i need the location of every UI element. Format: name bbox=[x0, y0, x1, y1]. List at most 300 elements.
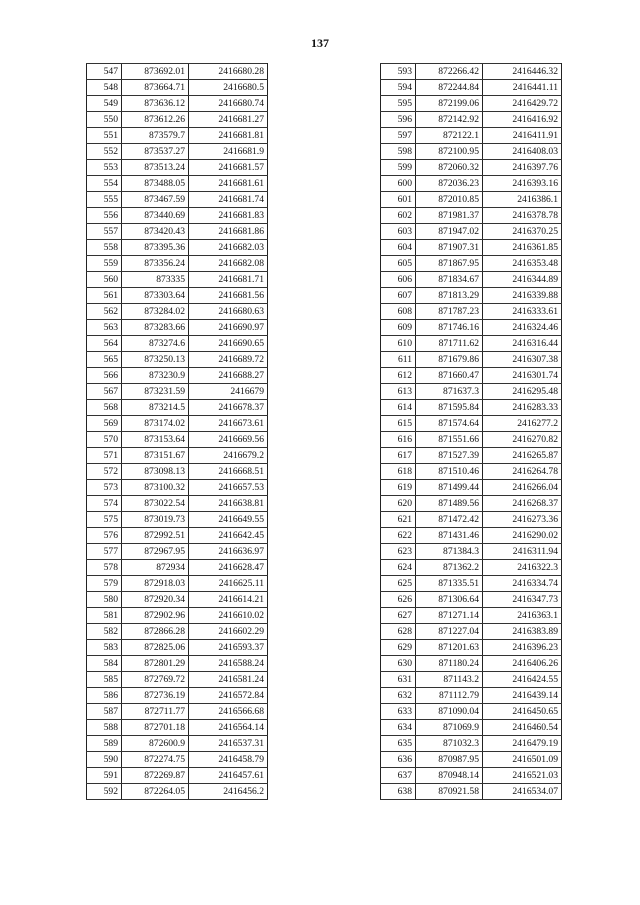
y-coordinate-cell: 2416681.61 bbox=[189, 176, 268, 192]
table-row bbox=[87, 272, 268, 288]
point-number-cell: 565 bbox=[87, 352, 122, 368]
table-row bbox=[381, 512, 562, 528]
x-coordinate-cell: 871472.42 bbox=[416, 512, 483, 528]
table-row bbox=[381, 288, 562, 304]
table-row bbox=[381, 416, 562, 432]
y-coordinate-cell: 2416378.78 bbox=[483, 208, 562, 224]
table-row bbox=[87, 256, 268, 272]
point-number-cell: 633 bbox=[381, 704, 416, 720]
x-coordinate-cell: 873098.13 bbox=[122, 464, 189, 480]
point-number-cell: 587 bbox=[87, 704, 122, 720]
y-coordinate-cell: 2416424.55 bbox=[483, 672, 562, 688]
point-number-cell: 556 bbox=[87, 208, 122, 224]
table-row bbox=[381, 784, 562, 800]
x-coordinate-cell: 873488.05 bbox=[122, 176, 189, 192]
table-row bbox=[381, 272, 562, 288]
point-number-cell: 612 bbox=[381, 368, 416, 384]
point-number-cell: 548 bbox=[87, 80, 122, 96]
x-coordinate-cell: 871711.62 bbox=[416, 336, 483, 352]
y-coordinate-cell: 2416681.71 bbox=[189, 272, 268, 288]
x-coordinate-cell: 873513.24 bbox=[122, 160, 189, 176]
point-number-cell: 631 bbox=[381, 672, 416, 688]
x-coordinate-cell: 871907.31 bbox=[416, 240, 483, 256]
table-row bbox=[87, 384, 268, 400]
point-number-cell: 584 bbox=[87, 656, 122, 672]
y-coordinate-cell: 2416408.03 bbox=[483, 144, 562, 160]
y-coordinate-cell: 2416268.37 bbox=[483, 496, 562, 512]
x-coordinate-cell: 871431.46 bbox=[416, 528, 483, 544]
table-row bbox=[381, 320, 562, 336]
point-number-cell: 579 bbox=[87, 576, 122, 592]
point-number-cell: 570 bbox=[87, 432, 122, 448]
table-row bbox=[87, 656, 268, 672]
y-coordinate-cell: 2416681.57 bbox=[189, 160, 268, 176]
x-coordinate-cell: 873100.32 bbox=[122, 480, 189, 496]
table-row bbox=[381, 304, 562, 320]
table-row bbox=[87, 96, 268, 112]
x-coordinate-cell: 873250.13 bbox=[122, 352, 189, 368]
x-coordinate-cell: 871499.44 bbox=[416, 480, 483, 496]
point-number-cell: 629 bbox=[381, 640, 416, 656]
x-coordinate-cell: 870921.58 bbox=[416, 784, 483, 800]
y-coordinate-cell: 2416572.84 bbox=[189, 688, 268, 704]
point-number-cell: 585 bbox=[87, 672, 122, 688]
x-coordinate-cell: 871032.3 bbox=[416, 736, 483, 752]
x-coordinate-cell: 873019.73 bbox=[122, 512, 189, 528]
table-row bbox=[87, 480, 268, 496]
y-coordinate-cell: 2416636.97 bbox=[189, 544, 268, 560]
point-number-cell: 624 bbox=[381, 560, 416, 576]
table-row bbox=[381, 688, 562, 704]
point-number-cell: 613 bbox=[381, 384, 416, 400]
y-coordinate-cell: 2416307.38 bbox=[483, 352, 562, 368]
table-row bbox=[381, 560, 562, 576]
x-coordinate-cell: 873537.27 bbox=[122, 144, 189, 160]
table-row bbox=[87, 640, 268, 656]
point-number-cell: 568 bbox=[87, 400, 122, 416]
table-row bbox=[87, 720, 268, 736]
point-number-cell: 627 bbox=[381, 608, 416, 624]
point-number-cell: 567 bbox=[87, 384, 122, 400]
point-number-cell: 559 bbox=[87, 256, 122, 272]
x-coordinate-cell: 871069.9 bbox=[416, 720, 483, 736]
table-row bbox=[381, 720, 562, 736]
y-coordinate-cell: 2416521.03 bbox=[483, 768, 562, 784]
x-coordinate-cell: 870948.14 bbox=[416, 768, 483, 784]
point-number-cell: 611 bbox=[381, 352, 416, 368]
x-coordinate-cell: 871574.64 bbox=[416, 416, 483, 432]
y-coordinate-cell: 2416479.19 bbox=[483, 736, 562, 752]
x-coordinate-cell: 871271.14 bbox=[416, 608, 483, 624]
x-coordinate-cell: 873153.64 bbox=[122, 432, 189, 448]
x-coordinate-cell: 871362.2 bbox=[416, 560, 483, 576]
y-coordinate-cell: 2416682.08 bbox=[189, 256, 268, 272]
y-coordinate-cell: 2416690.65 bbox=[189, 336, 268, 352]
y-coordinate-cell: 2416301.74 bbox=[483, 368, 562, 384]
table-row bbox=[381, 176, 562, 192]
x-coordinate-cell: 871981.37 bbox=[416, 208, 483, 224]
table-row bbox=[87, 736, 268, 752]
y-coordinate-cell: 2416681.83 bbox=[189, 208, 268, 224]
y-coordinate-cell: 2416322.3 bbox=[483, 560, 562, 576]
point-number-cell: 583 bbox=[87, 640, 122, 656]
point-number-cell: 605 bbox=[381, 256, 416, 272]
x-coordinate-cell: 871867.95 bbox=[416, 256, 483, 272]
y-coordinate-cell: 2416411.91 bbox=[483, 128, 562, 144]
table-row bbox=[381, 752, 562, 768]
table-row bbox=[87, 144, 268, 160]
x-coordinate-cell: 871112.79 bbox=[416, 688, 483, 704]
point-number-cell: 549 bbox=[87, 96, 122, 112]
table-row bbox=[87, 368, 268, 384]
y-coordinate-cell: 2416439.14 bbox=[483, 688, 562, 704]
point-number-cell: 617 bbox=[381, 448, 416, 464]
point-number-cell: 608 bbox=[381, 304, 416, 320]
y-coordinate-cell: 2416681.9 bbox=[189, 144, 268, 160]
y-coordinate-cell: 2416681.74 bbox=[189, 192, 268, 208]
y-coordinate-cell: 2416339.88 bbox=[483, 288, 562, 304]
x-coordinate-cell: 873231.59 bbox=[122, 384, 189, 400]
point-number-cell: 616 bbox=[381, 432, 416, 448]
table-row bbox=[381, 384, 562, 400]
point-number-cell: 638 bbox=[381, 784, 416, 800]
y-coordinate-cell: 2416638.81 bbox=[189, 496, 268, 512]
point-number-cell: 586 bbox=[87, 688, 122, 704]
table-row bbox=[87, 336, 268, 352]
point-number-cell: 571 bbox=[87, 448, 122, 464]
table-row bbox=[87, 352, 268, 368]
y-coordinate-cell: 2416689.72 bbox=[189, 352, 268, 368]
table-row bbox=[87, 768, 268, 784]
table-row bbox=[381, 704, 562, 720]
coordinate-table-right bbox=[380, 63, 562, 800]
table-row bbox=[381, 448, 562, 464]
x-coordinate-cell: 873284.02 bbox=[122, 304, 189, 320]
point-number-cell: 575 bbox=[87, 512, 122, 528]
point-number-cell: 602 bbox=[381, 208, 416, 224]
x-coordinate-cell: 871834.67 bbox=[416, 272, 483, 288]
point-number-cell: 630 bbox=[381, 656, 416, 672]
table-row bbox=[381, 624, 562, 640]
x-coordinate-cell: 873174.02 bbox=[122, 416, 189, 432]
point-number-cell: 566 bbox=[87, 368, 122, 384]
point-number-cell: 588 bbox=[87, 720, 122, 736]
table-row bbox=[381, 352, 562, 368]
y-coordinate-cell: 2416283.33 bbox=[483, 400, 562, 416]
table-row bbox=[381, 432, 562, 448]
table-row bbox=[381, 592, 562, 608]
table-row bbox=[381, 576, 562, 592]
x-coordinate-cell: 872918.03 bbox=[122, 576, 189, 592]
table-row bbox=[381, 544, 562, 560]
point-number-cell: 621 bbox=[381, 512, 416, 528]
x-coordinate-cell: 871143.2 bbox=[416, 672, 483, 688]
x-coordinate-cell: 872142.92 bbox=[416, 112, 483, 128]
point-number-cell: 622 bbox=[381, 528, 416, 544]
y-coordinate-cell: 2416416.92 bbox=[483, 112, 562, 128]
table-row bbox=[87, 240, 268, 256]
table-row bbox=[87, 64, 268, 80]
table-row bbox=[87, 496, 268, 512]
y-coordinate-cell: 2416681.81 bbox=[189, 128, 268, 144]
x-coordinate-cell: 873230.9 bbox=[122, 368, 189, 384]
y-coordinate-cell: 2416680.5 bbox=[189, 80, 268, 96]
y-coordinate-cell: 2416669.56 bbox=[189, 432, 268, 448]
x-coordinate-cell: 872266.42 bbox=[416, 64, 483, 80]
x-coordinate-cell: 872600.9 bbox=[122, 736, 189, 752]
x-coordinate-cell: 871813.29 bbox=[416, 288, 483, 304]
y-coordinate-cell: 2416441.11 bbox=[483, 80, 562, 96]
x-coordinate-cell: 871227.04 bbox=[416, 624, 483, 640]
y-coordinate-cell: 2416678.37 bbox=[189, 400, 268, 416]
x-coordinate-cell: 873636.12 bbox=[122, 96, 189, 112]
y-coordinate-cell: 2416625.11 bbox=[189, 576, 268, 592]
x-coordinate-cell: 873022.54 bbox=[122, 496, 189, 512]
x-coordinate-cell: 871595.84 bbox=[416, 400, 483, 416]
point-number-cell: 593 bbox=[381, 64, 416, 80]
y-coordinate-cell: 2416501.09 bbox=[483, 752, 562, 768]
table-row bbox=[381, 144, 562, 160]
point-number-cell: 610 bbox=[381, 336, 416, 352]
table-row bbox=[381, 240, 562, 256]
x-coordinate-cell: 871335.51 bbox=[416, 576, 483, 592]
x-coordinate-cell: 871090.04 bbox=[416, 704, 483, 720]
point-number-cell: 555 bbox=[87, 192, 122, 208]
point-number-cell: 560 bbox=[87, 272, 122, 288]
table-row bbox=[87, 112, 268, 128]
table-row bbox=[87, 560, 268, 576]
point-number-cell: 635 bbox=[381, 736, 416, 752]
table-row bbox=[87, 448, 268, 464]
y-coordinate-cell: 2416273.36 bbox=[483, 512, 562, 528]
table-row bbox=[381, 736, 562, 752]
x-coordinate-cell: 873303.64 bbox=[122, 288, 189, 304]
table-row bbox=[87, 704, 268, 720]
point-number-cell: 625 bbox=[381, 576, 416, 592]
x-coordinate-cell: 872269.87 bbox=[122, 768, 189, 784]
x-coordinate-cell: 872992.51 bbox=[122, 528, 189, 544]
point-number-cell: 598 bbox=[381, 144, 416, 160]
point-number-cell: 591 bbox=[87, 768, 122, 784]
x-coordinate-cell: 872967.95 bbox=[122, 544, 189, 560]
coordinate-table-right-body bbox=[381, 64, 562, 800]
x-coordinate-cell: 872199.06 bbox=[416, 96, 483, 112]
table-row bbox=[87, 592, 268, 608]
x-coordinate-cell: 873151.67 bbox=[122, 448, 189, 464]
x-coordinate-cell: 871489.56 bbox=[416, 496, 483, 512]
table-row bbox=[381, 464, 562, 480]
y-coordinate-cell: 2416564.14 bbox=[189, 720, 268, 736]
table-row bbox=[381, 608, 562, 624]
y-coordinate-cell: 2416602.29 bbox=[189, 624, 268, 640]
x-coordinate-cell: 873612.26 bbox=[122, 112, 189, 128]
x-coordinate-cell: 870987.95 bbox=[416, 752, 483, 768]
y-coordinate-cell: 2416370.25 bbox=[483, 224, 562, 240]
x-coordinate-cell: 871306.64 bbox=[416, 592, 483, 608]
point-number-cell: 553 bbox=[87, 160, 122, 176]
point-number-cell: 600 bbox=[381, 176, 416, 192]
point-number-cell: 632 bbox=[381, 688, 416, 704]
point-number-cell: 606 bbox=[381, 272, 416, 288]
y-coordinate-cell: 2416334.74 bbox=[483, 576, 562, 592]
table-row bbox=[381, 528, 562, 544]
point-number-cell: 574 bbox=[87, 496, 122, 512]
x-coordinate-cell: 873467.59 bbox=[122, 192, 189, 208]
x-coordinate-cell: 872934 bbox=[122, 560, 189, 576]
y-coordinate-cell: 2416270.82 bbox=[483, 432, 562, 448]
point-number-cell: 599 bbox=[381, 160, 416, 176]
point-number-cell: 589 bbox=[87, 736, 122, 752]
x-coordinate-cell: 872920.34 bbox=[122, 592, 189, 608]
y-coordinate-cell: 2416347.73 bbox=[483, 592, 562, 608]
x-coordinate-cell: 872711.77 bbox=[122, 704, 189, 720]
point-number-cell: 573 bbox=[87, 480, 122, 496]
y-coordinate-cell: 2416581.24 bbox=[189, 672, 268, 688]
coordinate-table-left-body bbox=[87, 64, 268, 800]
y-coordinate-cell: 2416386.1 bbox=[483, 192, 562, 208]
point-number-cell: 615 bbox=[381, 416, 416, 432]
y-coordinate-cell: 2416681.56 bbox=[189, 288, 268, 304]
x-coordinate-cell: 873692.01 bbox=[122, 64, 189, 80]
table-row bbox=[381, 160, 562, 176]
x-coordinate-cell: 872801.29 bbox=[122, 656, 189, 672]
x-coordinate-cell: 873356.24 bbox=[122, 256, 189, 272]
x-coordinate-cell: 873420.43 bbox=[122, 224, 189, 240]
table-row bbox=[87, 320, 268, 336]
point-number-cell: 597 bbox=[381, 128, 416, 144]
table-row bbox=[381, 768, 562, 784]
table-row bbox=[87, 576, 268, 592]
y-coordinate-cell: 2416679 bbox=[189, 384, 268, 400]
table-row bbox=[381, 224, 562, 240]
table-row bbox=[87, 432, 268, 448]
x-coordinate-cell: 871746.16 bbox=[416, 320, 483, 336]
y-coordinate-cell: 2416290.02 bbox=[483, 528, 562, 544]
y-coordinate-cell: 2416534.07 bbox=[483, 784, 562, 800]
x-coordinate-cell: 873214.5 bbox=[122, 400, 189, 416]
point-number-cell: 601 bbox=[381, 192, 416, 208]
point-number-cell: 552 bbox=[87, 144, 122, 160]
table-row bbox=[87, 608, 268, 624]
point-number-cell: 618 bbox=[381, 464, 416, 480]
y-coordinate-cell: 2416393.16 bbox=[483, 176, 562, 192]
point-number-cell: 550 bbox=[87, 112, 122, 128]
x-coordinate-cell: 871551.66 bbox=[416, 432, 483, 448]
y-coordinate-cell: 2416266.04 bbox=[483, 480, 562, 496]
point-number-cell: 563 bbox=[87, 320, 122, 336]
y-coordinate-cell: 2416333.61 bbox=[483, 304, 562, 320]
x-coordinate-cell: 872736.19 bbox=[122, 688, 189, 704]
y-coordinate-cell: 2416681.27 bbox=[189, 112, 268, 128]
x-coordinate-cell: 872036.23 bbox=[416, 176, 483, 192]
x-coordinate-cell: 872122.1 bbox=[416, 128, 483, 144]
y-coordinate-cell: 2416680.28 bbox=[189, 64, 268, 80]
y-coordinate-cell: 2416277.2 bbox=[483, 416, 562, 432]
y-coordinate-cell: 2416642.45 bbox=[189, 528, 268, 544]
y-coordinate-cell: 2416324.46 bbox=[483, 320, 562, 336]
y-coordinate-cell: 2416406.26 bbox=[483, 656, 562, 672]
x-coordinate-cell: 871947.02 bbox=[416, 224, 483, 240]
x-coordinate-cell: 871180.24 bbox=[416, 656, 483, 672]
x-coordinate-cell: 872701.18 bbox=[122, 720, 189, 736]
y-coordinate-cell: 2416679.2 bbox=[189, 448, 268, 464]
point-number-cell: 626 bbox=[381, 592, 416, 608]
x-coordinate-cell: 872010.85 bbox=[416, 192, 483, 208]
y-coordinate-cell: 2416397.76 bbox=[483, 160, 562, 176]
point-number-cell: 603 bbox=[381, 224, 416, 240]
x-coordinate-cell: 872264.05 bbox=[122, 784, 189, 800]
y-coordinate-cell: 2416610.02 bbox=[189, 608, 268, 624]
table-row bbox=[87, 672, 268, 688]
point-number-cell: 554 bbox=[87, 176, 122, 192]
point-number-cell: 607 bbox=[381, 288, 416, 304]
point-number-cell: 595 bbox=[381, 96, 416, 112]
coordinate-table-left bbox=[86, 63, 268, 800]
x-coordinate-cell: 872769.72 bbox=[122, 672, 189, 688]
x-coordinate-cell: 871527.39 bbox=[416, 448, 483, 464]
y-coordinate-cell: 2416673.61 bbox=[189, 416, 268, 432]
point-number-cell: 634 bbox=[381, 720, 416, 736]
point-number-cell: 569 bbox=[87, 416, 122, 432]
point-number-cell: 614 bbox=[381, 400, 416, 416]
table-row bbox=[381, 96, 562, 112]
table-row bbox=[381, 496, 562, 512]
table-row bbox=[87, 752, 268, 768]
table-row bbox=[381, 112, 562, 128]
point-number-cell: 576 bbox=[87, 528, 122, 544]
y-coordinate-cell: 2416383.89 bbox=[483, 624, 562, 640]
y-coordinate-cell: 2416456.2 bbox=[189, 784, 268, 800]
y-coordinate-cell: 2416680.63 bbox=[189, 304, 268, 320]
x-coordinate-cell: 871637.3 bbox=[416, 384, 483, 400]
table-row bbox=[381, 336, 562, 352]
x-coordinate-cell: 872244.84 bbox=[416, 80, 483, 96]
y-coordinate-cell: 2416450.65 bbox=[483, 704, 562, 720]
x-coordinate-cell: 871679.86 bbox=[416, 352, 483, 368]
point-number-cell: 590 bbox=[87, 752, 122, 768]
table-row bbox=[87, 400, 268, 416]
x-coordinate-cell: 872825.06 bbox=[122, 640, 189, 656]
y-coordinate-cell: 2416264.78 bbox=[483, 464, 562, 480]
point-number-cell: 628 bbox=[381, 624, 416, 640]
table-row bbox=[381, 192, 562, 208]
x-coordinate-cell: 872060.32 bbox=[416, 160, 483, 176]
x-coordinate-cell: 873395.36 bbox=[122, 240, 189, 256]
table-row bbox=[87, 80, 268, 96]
page-number: 137 bbox=[311, 36, 329, 50]
point-number-cell: 561 bbox=[87, 288, 122, 304]
table-row bbox=[381, 400, 562, 416]
y-coordinate-cell: 2416295.48 bbox=[483, 384, 562, 400]
x-coordinate-cell: 873335 bbox=[122, 272, 189, 288]
table-row bbox=[87, 688, 268, 704]
point-number-cell: 609 bbox=[381, 320, 416, 336]
point-number-cell: 580 bbox=[87, 592, 122, 608]
table-row bbox=[87, 304, 268, 320]
table-row bbox=[87, 160, 268, 176]
table-row bbox=[87, 192, 268, 208]
x-coordinate-cell: 873579.7 bbox=[122, 128, 189, 144]
y-coordinate-cell: 2416344.89 bbox=[483, 272, 562, 288]
y-coordinate-cell: 2416537.31 bbox=[189, 736, 268, 752]
table-row bbox=[87, 416, 268, 432]
table-row bbox=[87, 208, 268, 224]
table-row bbox=[87, 224, 268, 240]
y-coordinate-cell: 2416396.23 bbox=[483, 640, 562, 656]
x-coordinate-cell: 873664.71 bbox=[122, 80, 189, 96]
y-coordinate-cell: 2416690.97 bbox=[189, 320, 268, 336]
x-coordinate-cell: 871510.46 bbox=[416, 464, 483, 480]
